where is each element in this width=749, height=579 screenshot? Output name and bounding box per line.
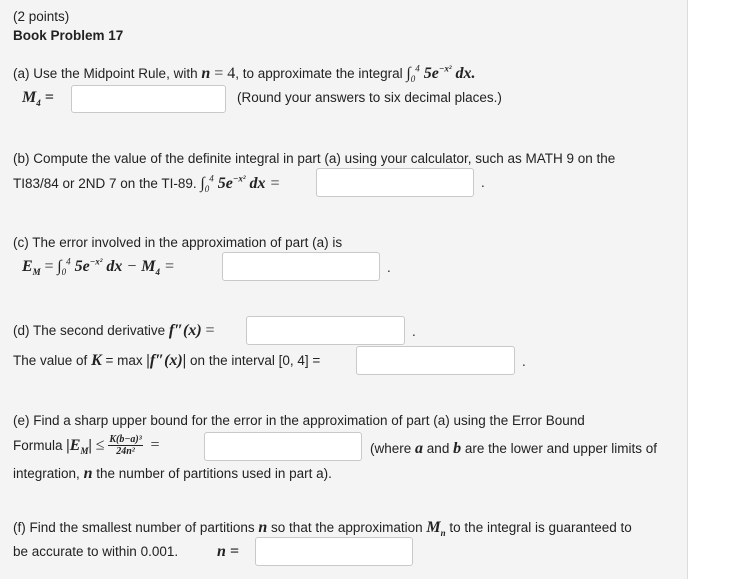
part-d-period2: . [522, 354, 526, 369]
k-value-input[interactable] [356, 346, 515, 375]
part-d-period: . [412, 324, 416, 339]
where-text: (where a and b are the lower and upper limits of [370, 440, 657, 457]
part-c-line1: (c) The error involved in the approximation of part (a) is [13, 235, 343, 250]
abs-f-double-prime: |f″(x)| [146, 352, 187, 369]
integral-a: $\int_0^4$ $5e^{-x^2}$ dx. [406, 63, 476, 85]
problem-title: Book Problem 17 [13, 28, 124, 43]
part-b-line1: (b) Compute the value of the definite integral in part (a) using your calculator, such as MATH 9 on the [13, 151, 616, 166]
integral-b: $\int_0^4$ $5e^{-x^2}$ dx = [200, 173, 281, 195]
part-e-line3: integration, n the number of partitions used in part a). [13, 465, 332, 482]
error-input[interactable] [222, 252, 380, 281]
mn-symbol: $M_n$ [426, 519, 446, 539]
part-e-line1: (e) Find a sharp upper bound for the error in the approximation of part (a) using the Error Bound [13, 413, 585, 428]
m4-answer-input[interactable] [71, 85, 226, 113]
part-f-line1: (f) Find the smallest number of partitions n so that the approximation $M_n$ to the integral is guaranteed to [13, 519, 632, 539]
part-f-line2: be accurate to within 0.001. [13, 544, 179, 559]
k-label: K [91, 352, 102, 369]
n-equals-4: n [201, 65, 211, 82]
partitions-input[interactable] [255, 537, 413, 566]
m4-label: $M_4$ = [22, 89, 54, 109]
part-d-line1: (d) The second derivative f″(x) = [13, 322, 215, 339]
part-a-question: (a) Use the Midpoint Rule, with n = 4, to approximate the integral $\int_0^4$ $5e^{-x^2}$ dx. [13, 63, 476, 85]
points-label: (2 points) [13, 9, 70, 24]
n-equals-label: n = [217, 543, 240, 560]
error-bound-formula: Formula $|E_M|$ ≤ $\frac{\text{K(b−a)³}}{\text{24n²}}$ = [13, 434, 160, 457]
part-d-line2: The value of K = max |f″(x)| on the interval [0, 4] = [13, 352, 321, 369]
error-bound-input[interactable] [204, 432, 362, 461]
part-c-period: . [387, 260, 391, 275]
second-derivative-input[interactable] [246, 316, 405, 345]
f-double-prime: f″(x) [168, 322, 202, 339]
error-bound-fraction: $\frac{\text{K(b−a)³}}{\text{24n²}}$ [109, 434, 142, 457]
integral-value-input[interactable] [316, 168, 474, 197]
round-hint: (Round your answers to six decimal places.) [237, 90, 502, 105]
error-expression: $E_M = \int_0^4$ $5e^{-x^2}$ dx − $M_4$ = [22, 256, 175, 278]
part-b-period: . [481, 175, 485, 190]
part-b-line2: TI83/84 or 2ND 7 on the TI-89. $\int_0^4$ $5e^{-x^2}$ dx = [13, 173, 281, 195]
